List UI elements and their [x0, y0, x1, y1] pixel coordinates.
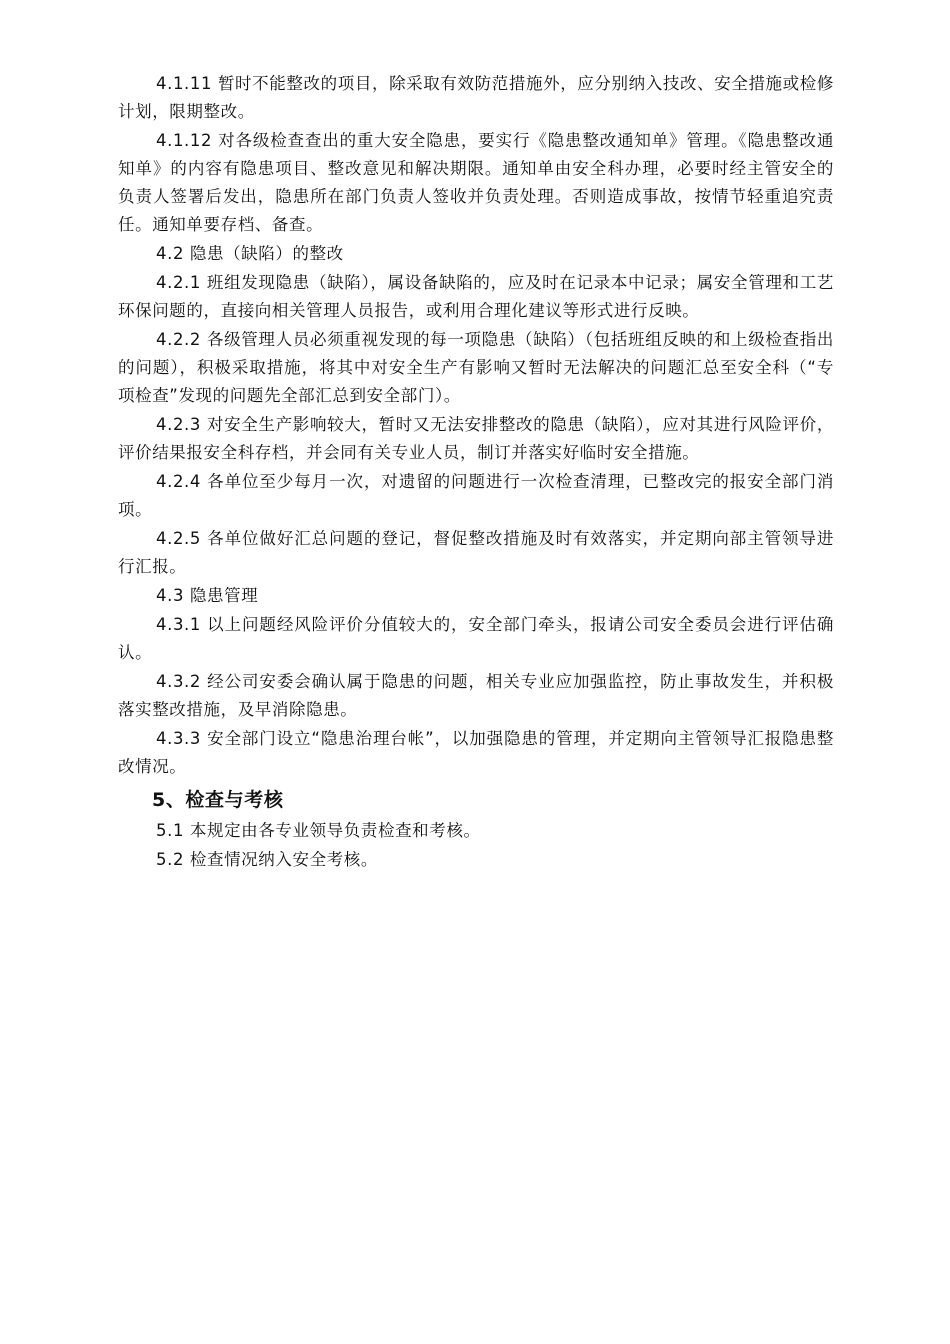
- subheading-4-2: 4.2 隐患（缺陷）的整改: [156, 244, 344, 263]
- paragraph-4-3-3: 4.3.3 安全部门设立“隐患治理台帐”，以加强隐患的管理，并定期向主管领导汇报隐患整改情况。: [118, 729, 834, 776]
- paragraph-4-2-5: 4.2.5 各单位做好汇总问题的登记，督促整改措施及时有效落实，并定期向部主管领导进行汇报。: [118, 529, 834, 576]
- paragraph-4-1-12: 4.1.12 对各级检查查出的重大安全隐患，要实行《隐患整改通知单》管理。《隐患整改通知单》的内容有隐患项目、整改意见和解决期限。通知单由安全科办理，必要时经主管安全的负责人签署后发出，隐患所在部门负责人签收并负责处理。否则造成事故，按情节轻重追究责任。通知单要存档、备查。: [118, 131, 834, 234]
- subheading-4-3: 4.3 隐患管理: [156, 586, 259, 605]
- paragraph-4-2-1: 4.2.1 班组发现隐患（缺陷），属设备缺陷的，应及时在记录本中记录；属安全管理和工艺环保问题的，直接向相关管理人员报告，或利用合理化建议等形式进行反映。: [118, 273, 834, 320]
- paragraph-5-1: 5.1 本规定由各专业领导负责检查和考核。: [156, 821, 481, 840]
- paragraph-4-3-1: 4.3.1 以上问题经风险评价分值较大的，安全部门牵头，报请公司安全委员会进行评估确认。: [118, 615, 834, 662]
- paragraph-5-2: 5.2 检查情况纳入安全考核。: [156, 850, 378, 869]
- paragraph-4-2-4: 4.2.4 各单位至少每月一次，对遗留的问题进行一次检查清理，已整改完的报安全部门消项。: [118, 472, 834, 519]
- paragraph-4-2-3: 4.2.3 对安全生产影响较大，暂时又无法安排整改的隐患（缺陷），应对其进行风险评价，评价结果报安全科存档，并会同有关专业人员，制订并落实好临时安全措施。: [118, 415, 834, 462]
- paragraph-4-1-11: 4.1.11 暂时不能整改的项目，除采取有效防范措施外，应分别纳入技改、安全措施或检修计划，限期整改。: [118, 74, 834, 121]
- section-5-heading: 5、检查与考核: [152, 789, 284, 811]
- document-page: [118, 70, 834, 874]
- paragraph-4-3-2: 4.3.2 经公司安委会确认属于隐患的问题，相关专业应加强监控，防止事故发生，并积极落实整改措施，及早消除隐患。: [118, 672, 834, 719]
- paragraph-4-2-2: 4.2.2 各级管理人员必须重视发现的每一项隐患（缺陷）（包括班组反映的和上级检查指出的问题），积极采取措施，将其中对安全生产有影响又暂时无法解决的问题汇总至安全科（“专项检查”发现的问题先全部汇总到安全部门）。: [118, 330, 834, 405]
